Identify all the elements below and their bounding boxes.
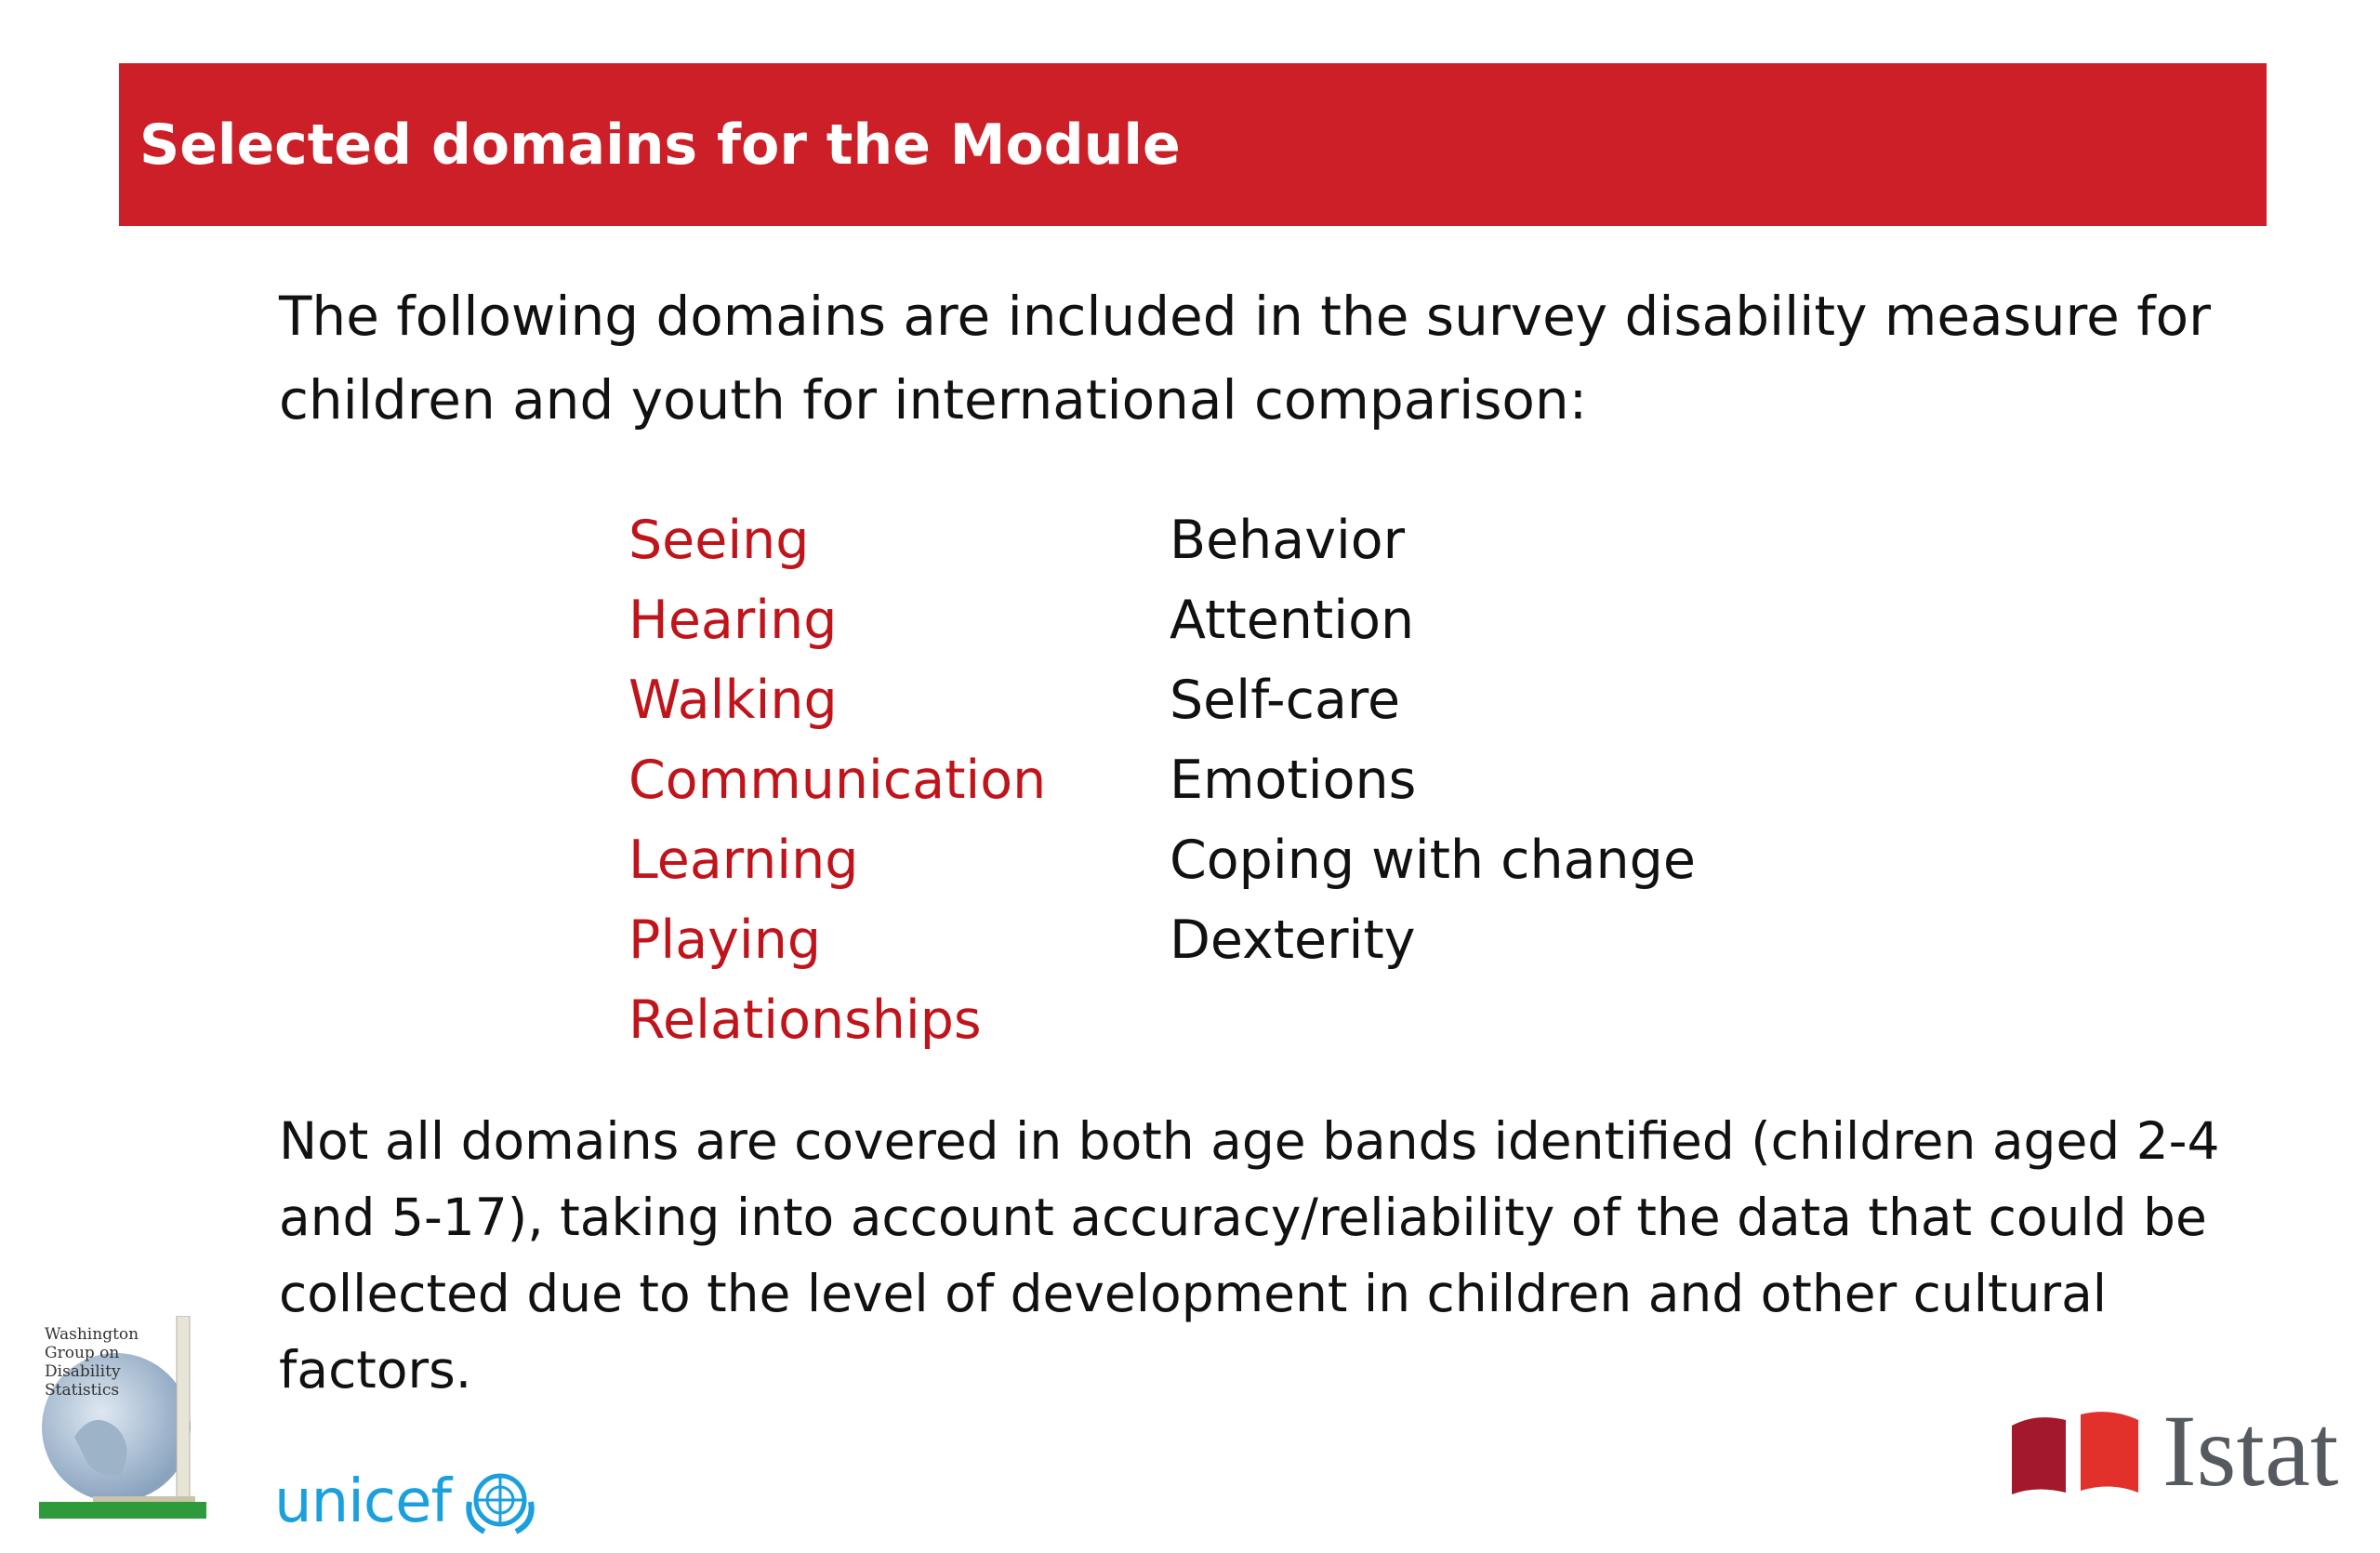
domain-item: Hearing xyxy=(628,590,838,651)
domain-list-left xyxy=(628,500,1046,1060)
istat-logo xyxy=(2008,1394,2339,1507)
domain-item: Behavior xyxy=(1170,510,1406,571)
domain-item: Walking xyxy=(628,670,838,731)
intro-paragraph: The following domains are included in the survey disability measure for children and youth for international comparison: xyxy=(279,285,2212,431)
slide-title: Selected domains for the Module xyxy=(139,112,1181,178)
washington-group-logo-text: Washington Group on Disability Statistics xyxy=(45,1325,139,1400)
istat-wordmark: Istat xyxy=(2162,1394,2339,1507)
domain-item: Seeing xyxy=(628,510,810,571)
washington-group-logo xyxy=(37,1316,209,1530)
domain-item: Coping with change xyxy=(1170,830,1696,891)
domain-item: Attention xyxy=(1170,590,1415,651)
domain-item: Communication xyxy=(628,750,1047,811)
domain-item: Playing xyxy=(628,909,822,971)
domain-item: Learning xyxy=(628,830,859,891)
domain-item: Emotions xyxy=(1170,750,1417,811)
unicef-wordmark: unicef xyxy=(274,1467,451,1536)
domain-item: Self-care xyxy=(1170,670,1401,731)
title-banner xyxy=(119,63,2267,226)
istat-emblem-icon xyxy=(2008,1407,2148,1495)
domain-list-right xyxy=(1170,500,1696,980)
note-paragraph: Not all domains are covered in both age bands identified (children aged 2-4 and 5-17), taking into account accuracy/reliability of the data that could be collected due to the level of development in children and other cultural factors. xyxy=(279,1111,2220,1400)
unicef-logo xyxy=(274,1465,545,1539)
domain-item: Dexterity xyxy=(1170,909,1416,971)
domain-item: Relationships xyxy=(628,989,982,1051)
unicef-emblem-icon xyxy=(456,1465,545,1539)
